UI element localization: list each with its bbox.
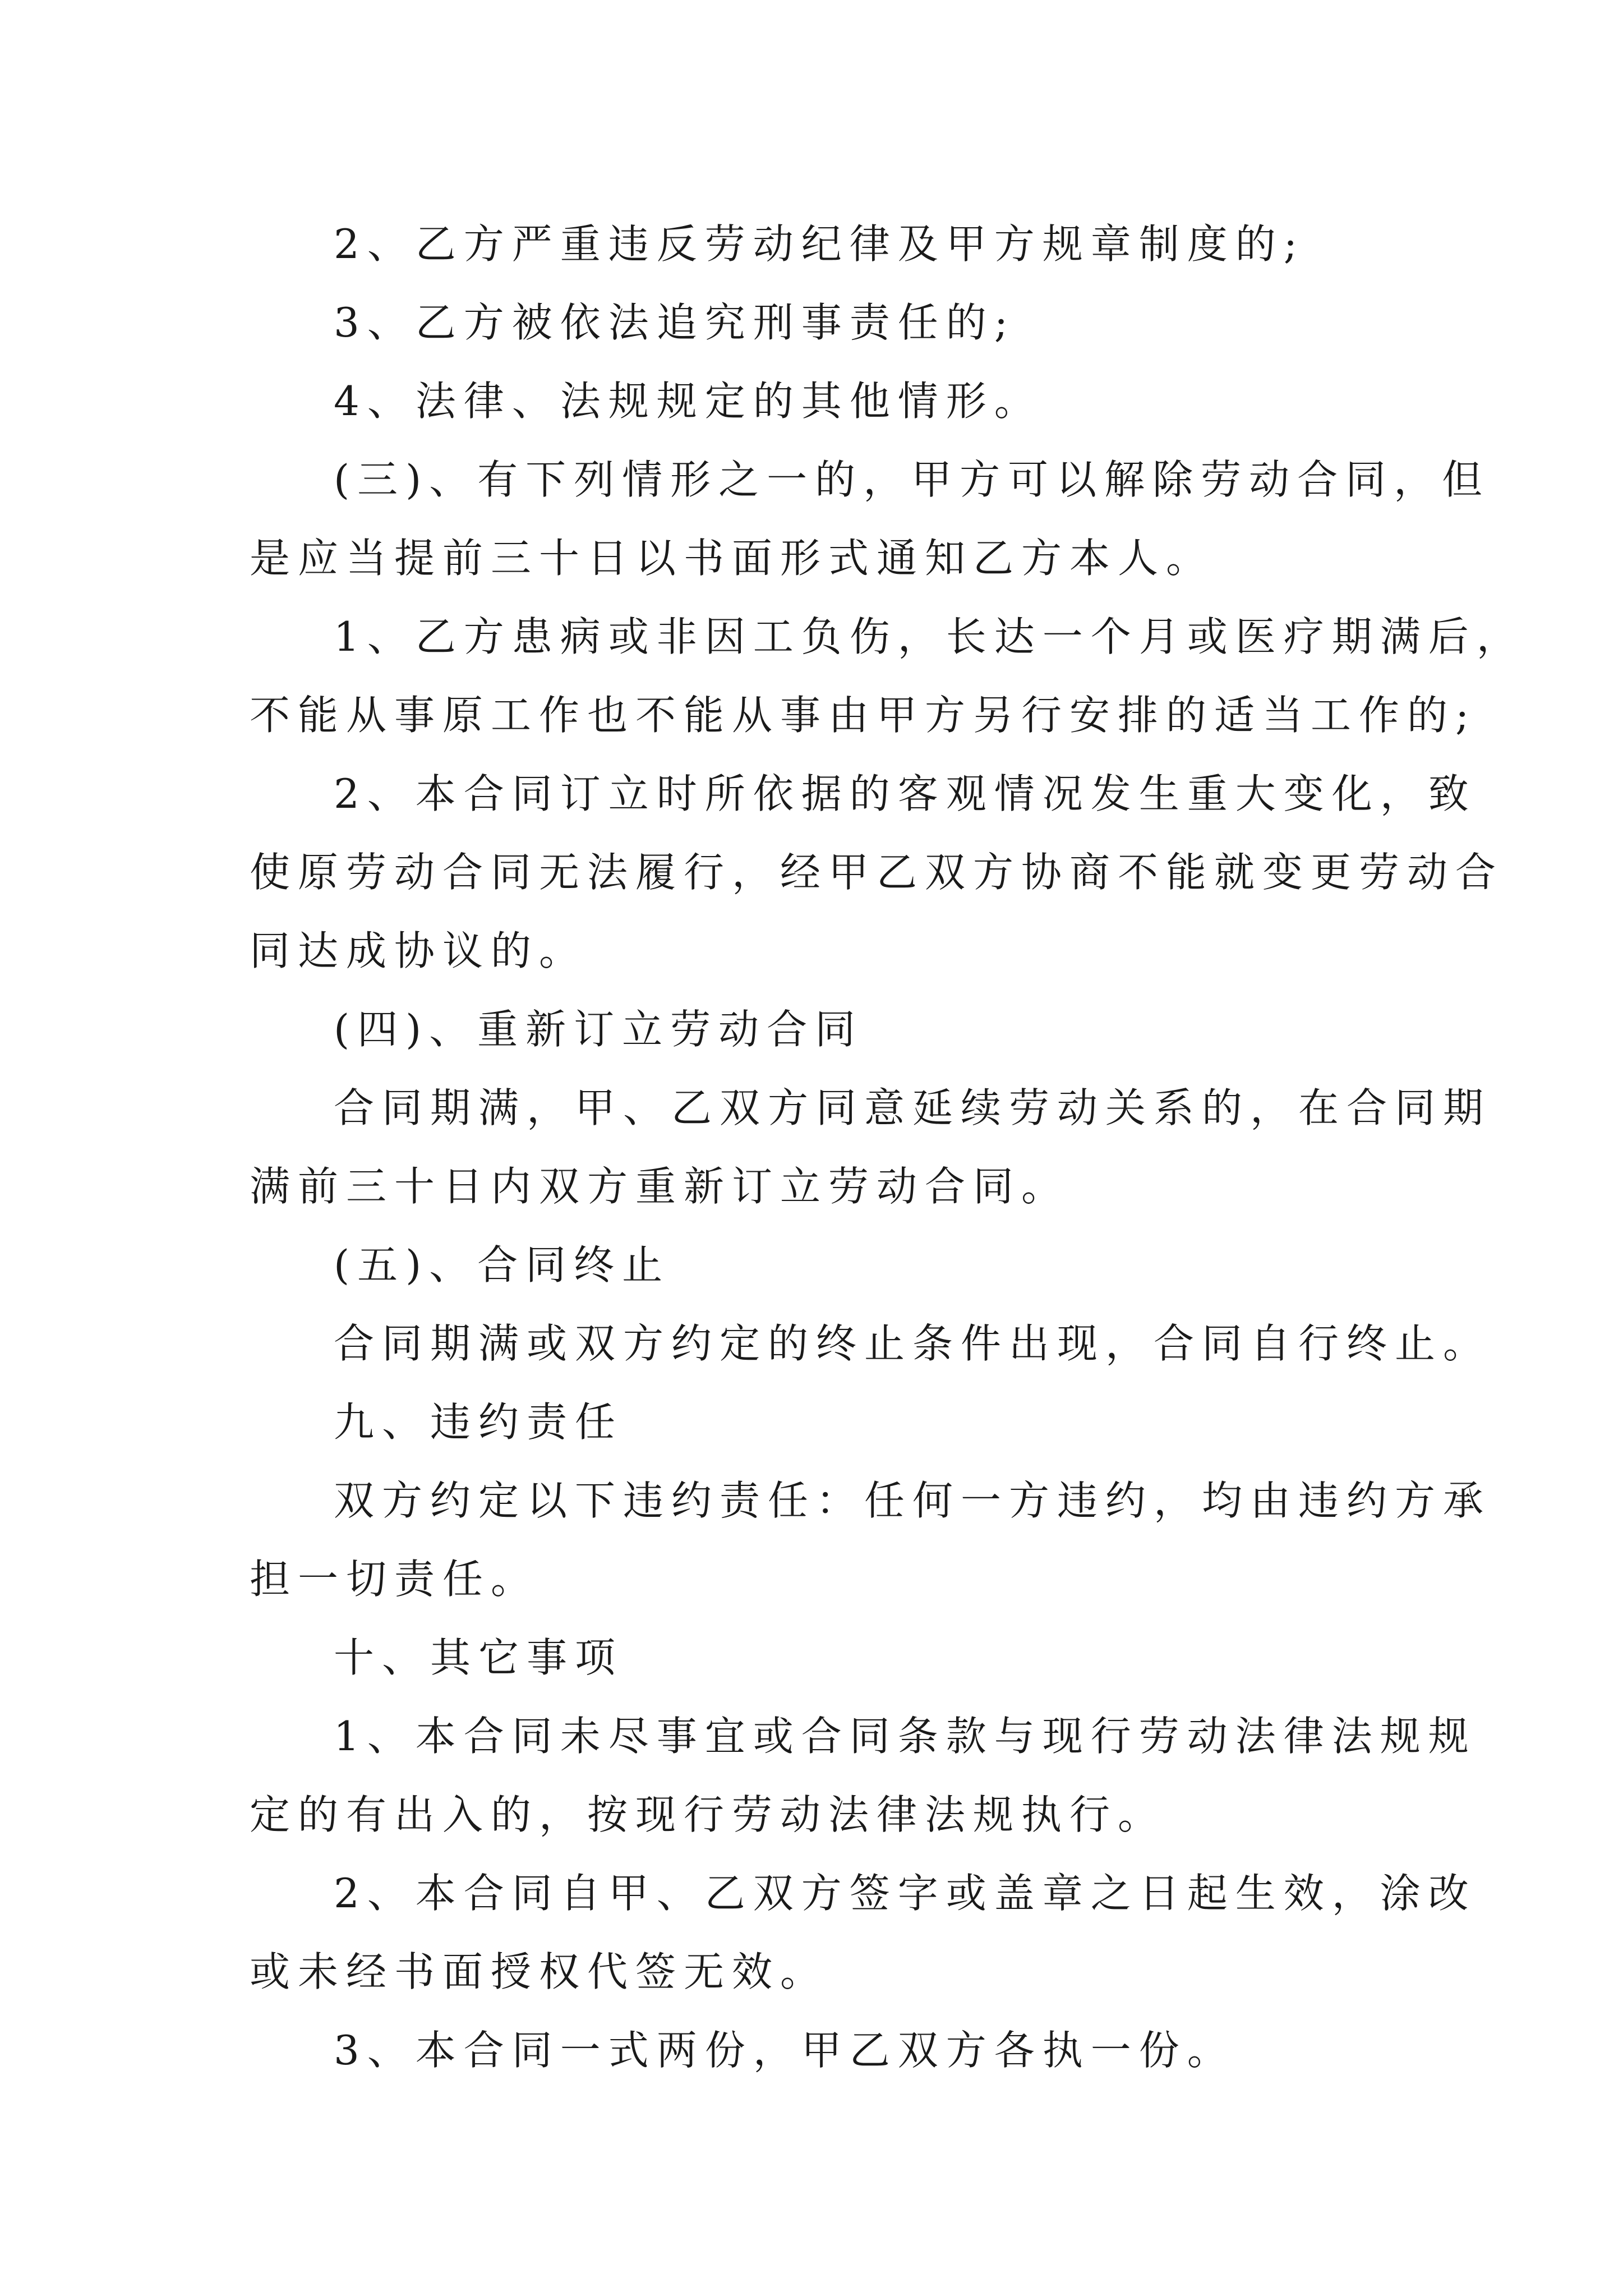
- line-10: 同达成协议的。: [250, 927, 588, 974]
- line-19: 十、其它事项: [334, 1634, 624, 1681]
- line-15: 合同期满或双方约定的终止条件出现，合同自行终止。: [334, 1320, 1492, 1367]
- line-13: 满前三十日内双方重新订立劳动合同。: [250, 1163, 1070, 1210]
- line-1: 2、乙方严重违反劳动纪律及甲方规章制度的;: [334, 220, 1306, 268]
- line-24: 3、本合同一式两份，甲乙双方各执一份。: [334, 2027, 1235, 2074]
- line-16: 九、违约责任: [334, 1398, 624, 1446]
- line-21: 定的有出入的，按现行劳动法律法规执行。: [250, 1791, 1166, 1838]
- line-5: 是应当提前三十日以书面形式通知乙方本人。: [250, 535, 1215, 582]
- line-3: 4、法律、法规规定的其他情形。: [334, 378, 1043, 425]
- line-9: 使原劳动合同无法履行，经甲乙双方协商不能就变更劳动合: [250, 849, 1504, 896]
- line-2: 3、乙方被依法追究刑事责任的;: [334, 299, 1016, 346]
- line-14: (五)、合同终止: [334, 1241, 671, 1289]
- line-6: 1、乙方患病或非因工负伤，长达一个月或医疗期满后，: [334, 613, 1525, 660]
- line-11: (四)、重新订立劳动合同: [334, 1006, 864, 1053]
- line-22: 2、本合同自甲、乙双方签字或盖章之日起生效，涂改: [334, 1870, 1477, 1917]
- line-23: 或未经书面授权代签无效。: [250, 1948, 829, 1995]
- line-20: 1、本合同未尽事宜或合同条款与现行劳动法律法规规: [334, 1713, 1477, 1760]
- line-12: 合同期满，甲、乙双方同意延续劳动关系的，在合同期: [334, 1084, 1492, 1131]
- line-4: (三)、有下列情形之一的，甲方可以解除劳动合同，但: [334, 456, 1491, 503]
- line-18: 担一切责任。: [250, 1556, 540, 1603]
- line-7: 不能从事原工作也不能从事由甲方另行安排的适当工作的;: [250, 692, 1477, 739]
- line-17: 双方约定以下违约责任：任何一方违约，均由违约方承: [334, 1477, 1492, 1524]
- line-8: 2、本合同订立时所依据的客观情况发生重大变化，致: [334, 770, 1477, 817]
